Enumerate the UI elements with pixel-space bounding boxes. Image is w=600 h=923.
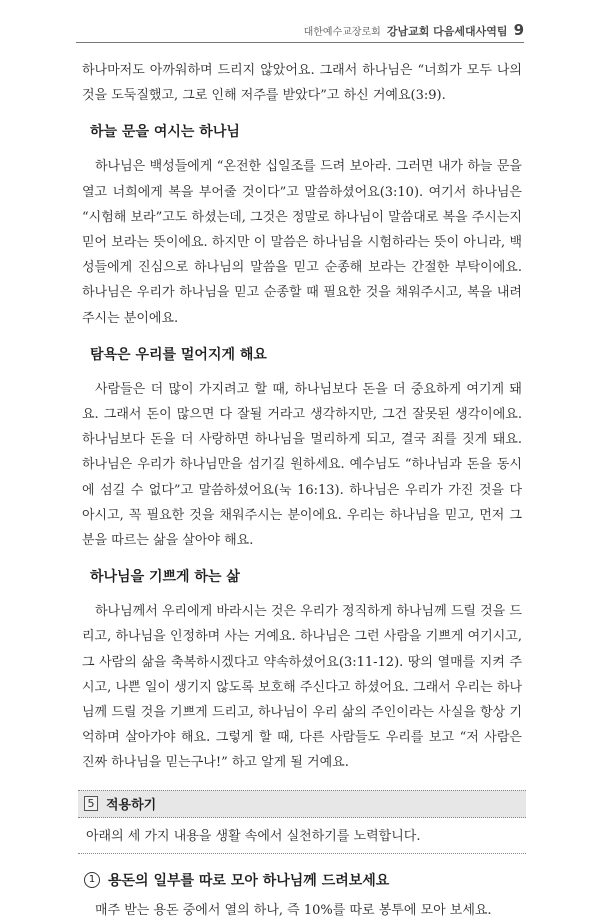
apply-item-title: 용돈의 일부를 따로 모아 하나님께 드려보세요 — [108, 872, 390, 889]
apply-title: 적용하기 — [106, 798, 157, 814]
intro-paragraph: 하나마저도 아까워하며 드리지 않았어요. 그래서 하나님은 “너희가 모두 나의 것을 도둑질했고, 그로 인해 저주를 받았다”고 하신 거예요(3:9). — [82, 63, 522, 104]
page-body — [82, 58, 522, 923]
section-heading: 하늘 문을 여시는 하나님 — [90, 124, 240, 141]
header-org: 대한예수교장로회 — [303, 27, 381, 38]
page-number: 9 — [513, 21, 524, 39]
header-divider — [76, 42, 524, 43]
page-header — [76, 21, 524, 41]
item-number-circle: 1 — [84, 872, 100, 888]
apply-item-heading — [84, 870, 522, 890]
apply-section-header — [78, 790, 526, 818]
apply-instruction: 아래의 세 가지 내용을 생활 속에서 실천하기를 노력합니다. — [86, 828, 421, 844]
apply-number-badge: 5 — [84, 796, 98, 811]
section-heading: 하나님을 기쁘게 하는 삶 — [90, 569, 240, 586]
header-church: 강남교회 다음세대사역팀 — [386, 25, 508, 38]
section-paragraph: 하나님께서 우리에게 바라시는 것은 우리가 정직하게 하나님께 드릴 것을 드리고, 하나님을 인정하며 사는 거예요. 하나님은 그런 사람을 기쁘게 여기시고, 그 사람의 삶을 축복하시겠다고 약속하셨어요(3:11-12). 땅의 열매를 지켜 주시고, 나쁜 일이 생기지 않도록 보호해 주신다고 하셨어요. 그래서 우리는 하나님께 드릴 것을 기쁘게 드리고, 하나님이 우리 삶의 주인이라는 사실을 항상 기억하며 살아가야 해요. 그렇게 할 때, 다른 사람들도 우리를 보고 “저 사람은 진짜 하나님을 믿는구나!” 하고 알게 될 거예요. — [82, 604, 522, 771]
apply-divider — [78, 853, 526, 854]
apply-item-text: 매주 받는 용돈 중에서 열의 하나, 즉 10%를 따로 봉투에 모아 보세요. — [95, 902, 492, 918]
section-paragraph: 하나님은 백성들에게 “온전한 십일조를 드려 보아라. 그러면 내가 하늘 문을 열고 너희에게 복을 부어줄 것이다”고 말씀하셨어요(3:10). 여기서 하나님은 “시험해 보라”고도 하셨는데, 그것은 정말로 하나님이 말씀대로 복을 주시는지 믿어 보라는 뜻이에요. 하지만 이 말씀은 하나님을 시험하라는 뜻이 아니라, 백성들에게 진심으로 하나님의 말씀을 믿고 순종해 보라는 간절한 부탁이에요. 하나님은 우리가 하나님을 믿고 순종할 때 필요한 것을 채워주시고, 복을 내려 주시는 분이에요. — [82, 159, 522, 326]
section-heading: 탐욕은 우리를 멀어지게 해요 — [90, 346, 267, 363]
section-paragraph: 사람들은 더 많이 가지려고 할 때, 하나님보다 돈을 더 중요하게 여기게 돼요. 그래서 돈이 많으면 다 잘될 거라고 생각하지만, 그건 잘못된 생각이에요. 하나님보다 돈을 더 사랑하면 하나님을 멀리하게 되고, 결국 죄를 짓게 돼요. 하나님은 우리가 하나님만을 섬기길 원하세요. 예수님도 “하나님과 돈을 동시에 섬길 수 없다”고 말씀하셨어요(눅 16:13). 하나님은 우리가 가진 것을 다 아시고, 꼭 필요한 것을 채워주시는 분이에요. 우리는 하나님을 믿고, 먼저 그분을 따르는 삶을 살아야 해요. — [82, 381, 522, 549]
